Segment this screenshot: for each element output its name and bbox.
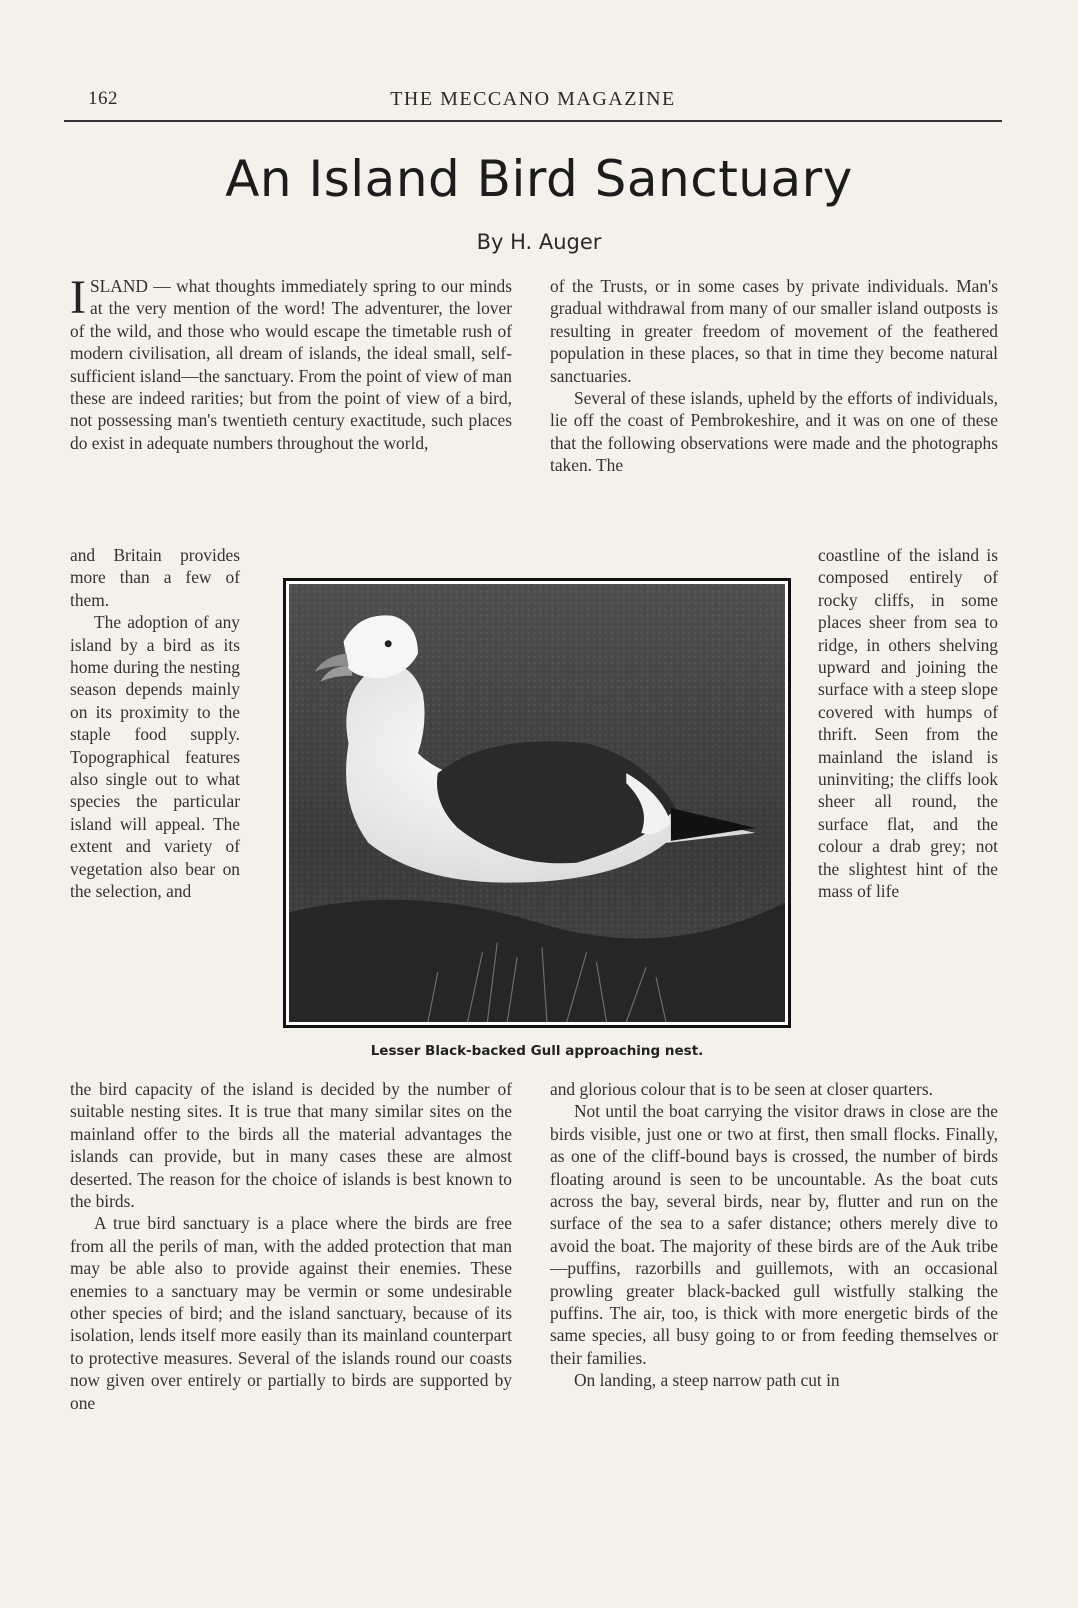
paragraph-coastline: coastline of the island is composed entirely of rocky cliffs, in some places sheer from sea to ridge, in others shelving upward and joining the surface with a steep slope covered with humps of thrift. Seen from the mainland the island is uninviting; the cliffs look sheer all round, the surface flat, and the colour a drab grey; not the slightest hint of the mass of life <box>818 545 998 902</box>
right-column-bottom <box>550 1078 998 1392</box>
gull-photograph <box>283 578 791 1028</box>
photo-caption: Lesser Black-backed Gull approaching nest. <box>370 1043 704 1059</box>
article-byline: By H. Auger <box>476 230 602 254</box>
paragraph-boat: Not until the boat carrying the visitor draws in close are the birds visible, just one or two at first, then small flocks. Finally, as one of the cliff-bound bays is crossed, the number of birds floating around is seen to be uncountable. As the boat cuts across the bay, several birds, near by, flutter and run on the surface of the sea to a safer distance; others merely dive to avoid the boat. The majority of these birds are of the Auk tribe—puffins, razorbills and guillemots, with an occasional prowling greater black-backed gull wistfully stalking the puffins. The air, too, is thick with more energetic birds of the same species, all busy going to or from feeding themselves or their families. <box>550 1101 998 1368</box>
paragraph-glorious-colour: and glorious colour that is to be seen at closer quarters. <box>550 1079 933 1099</box>
page-number: 162 <box>88 88 118 109</box>
drop-cap: I <box>70 271 86 324</box>
paragraph-pembrokeshire: Several of these islands, upheld by the efforts of individuals, lie off the coast of Pembrokeshire, and it was on one of these that the following observations were made and the photographs taken. The <box>550 388 998 476</box>
article-title: An Island Bird Sanctuary <box>225 150 853 208</box>
left-column-narrow <box>70 544 240 903</box>
intro-text: SLAND — what thoughts immediately spring to our minds at the very mention of the word! The adventurer, the lover of the wild, and those who would escape the timetable rush of modern civilisation, all dream of islands, the ideal small, self-sufficient island—the sanctuary. From the point of view of man these are indeed rarities; but from the point of view of a bird, not possessing man's twentieth century exactitude, such places do exist in adequate numbers throughout the world, <box>70 276 512 453</box>
right-column-top <box>550 275 998 477</box>
left-column-bottom <box>70 1078 512 1414</box>
page-header <box>64 86 1002 122</box>
paragraph-landing: On landing, a steep narrow path cut in <box>574 1370 840 1391</box>
paragraph-britain: and Britain provides more than a few of them. <box>70 545 240 610</box>
paragraph-bird-capacity: the bird capacity of the island is decided by the number of suitable nesting sites. It is true that many similar sites on the mainland offer to the birds all the material advantages the islands can provide, but in many cases these are almost deserted. The reason for the choice of islands is best known to the birds. <box>70 1079 512 1212</box>
gull-photo-image <box>289 584 785 1022</box>
paragraph-adoption: The adoption of any island by a bird as its home during the nesting season depends mainly on its proximity to the staple food supply. Topographical features also single out to what species the particular island will appeal. The extent and variety of vegetation also bear on the selection, and <box>70 612 240 902</box>
paragraph-intro <box>70 271 512 454</box>
paragraph-trusts: of the Trusts, or in some cases by private individuals. Man's gradual withdrawal from many of our smaller island outposts is resulting in greater freedom of movement of the feathered population in these places, so that in time they become natural sanctuaries. <box>550 276 998 386</box>
left-column-top <box>70 271 512 454</box>
running-head: THE MECCANO MAGAZINE <box>390 88 676 110</box>
paragraph-true-sanctuary: A true bird sanctuary is a place where the birds are free from all the perils of man, with the added protection that man may be able also to provide against their enemies. These enemies to a sanctuary may be vermin or some undesirable other species of bird; and the island sanctuary, because of its isolation, lends itself more easily than its mainland counterpart to protective measures. Several of the islands round our coasts now given over entirely or partially to birds are supported by one <box>70 1213 512 1413</box>
right-column-narrow <box>818 544 998 903</box>
